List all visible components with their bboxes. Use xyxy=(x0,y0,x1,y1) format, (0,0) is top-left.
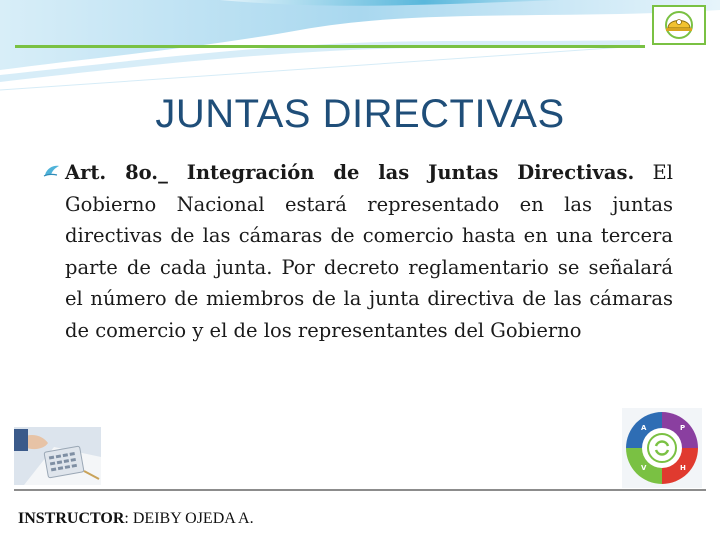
instructor-name: DEIBY OJEDA A. xyxy=(132,510,254,527)
article-heading: Art. 8o._ Integración de las Juntas Directivas. xyxy=(65,161,635,184)
phva-cycle-diagram xyxy=(622,408,702,488)
footer-instructor xyxy=(18,510,254,528)
body-content xyxy=(43,157,673,346)
footer-divider xyxy=(14,489,706,491)
instructor-label: INSTRUCTOR xyxy=(18,510,125,527)
bullet-icon xyxy=(43,163,61,179)
header-wave-decoration xyxy=(0,0,720,95)
helmet-logo-icon xyxy=(657,9,701,41)
article-paragraph xyxy=(43,157,673,346)
logo xyxy=(652,5,706,45)
svg-text:P: P xyxy=(680,424,686,432)
instructor-separator: : xyxy=(124,510,133,527)
slide-title: JUNTAS DIRECTIVAS xyxy=(155,92,565,136)
svg-text:V: V xyxy=(641,464,647,472)
article-text: El Gobierno Nacional estará representado en las juntas directivas de las cámaras de comercio hasta en una tercera parte de cada junta. Por decreto reglamentario se señalará el número de miembros de la junta directiva de las cámaras de comercio y el de los representantes del Gobierno xyxy=(65,161,673,342)
svg-text:A: A xyxy=(641,424,647,432)
calculator-documents-image xyxy=(14,427,101,485)
svg-text:H: H xyxy=(680,464,686,472)
